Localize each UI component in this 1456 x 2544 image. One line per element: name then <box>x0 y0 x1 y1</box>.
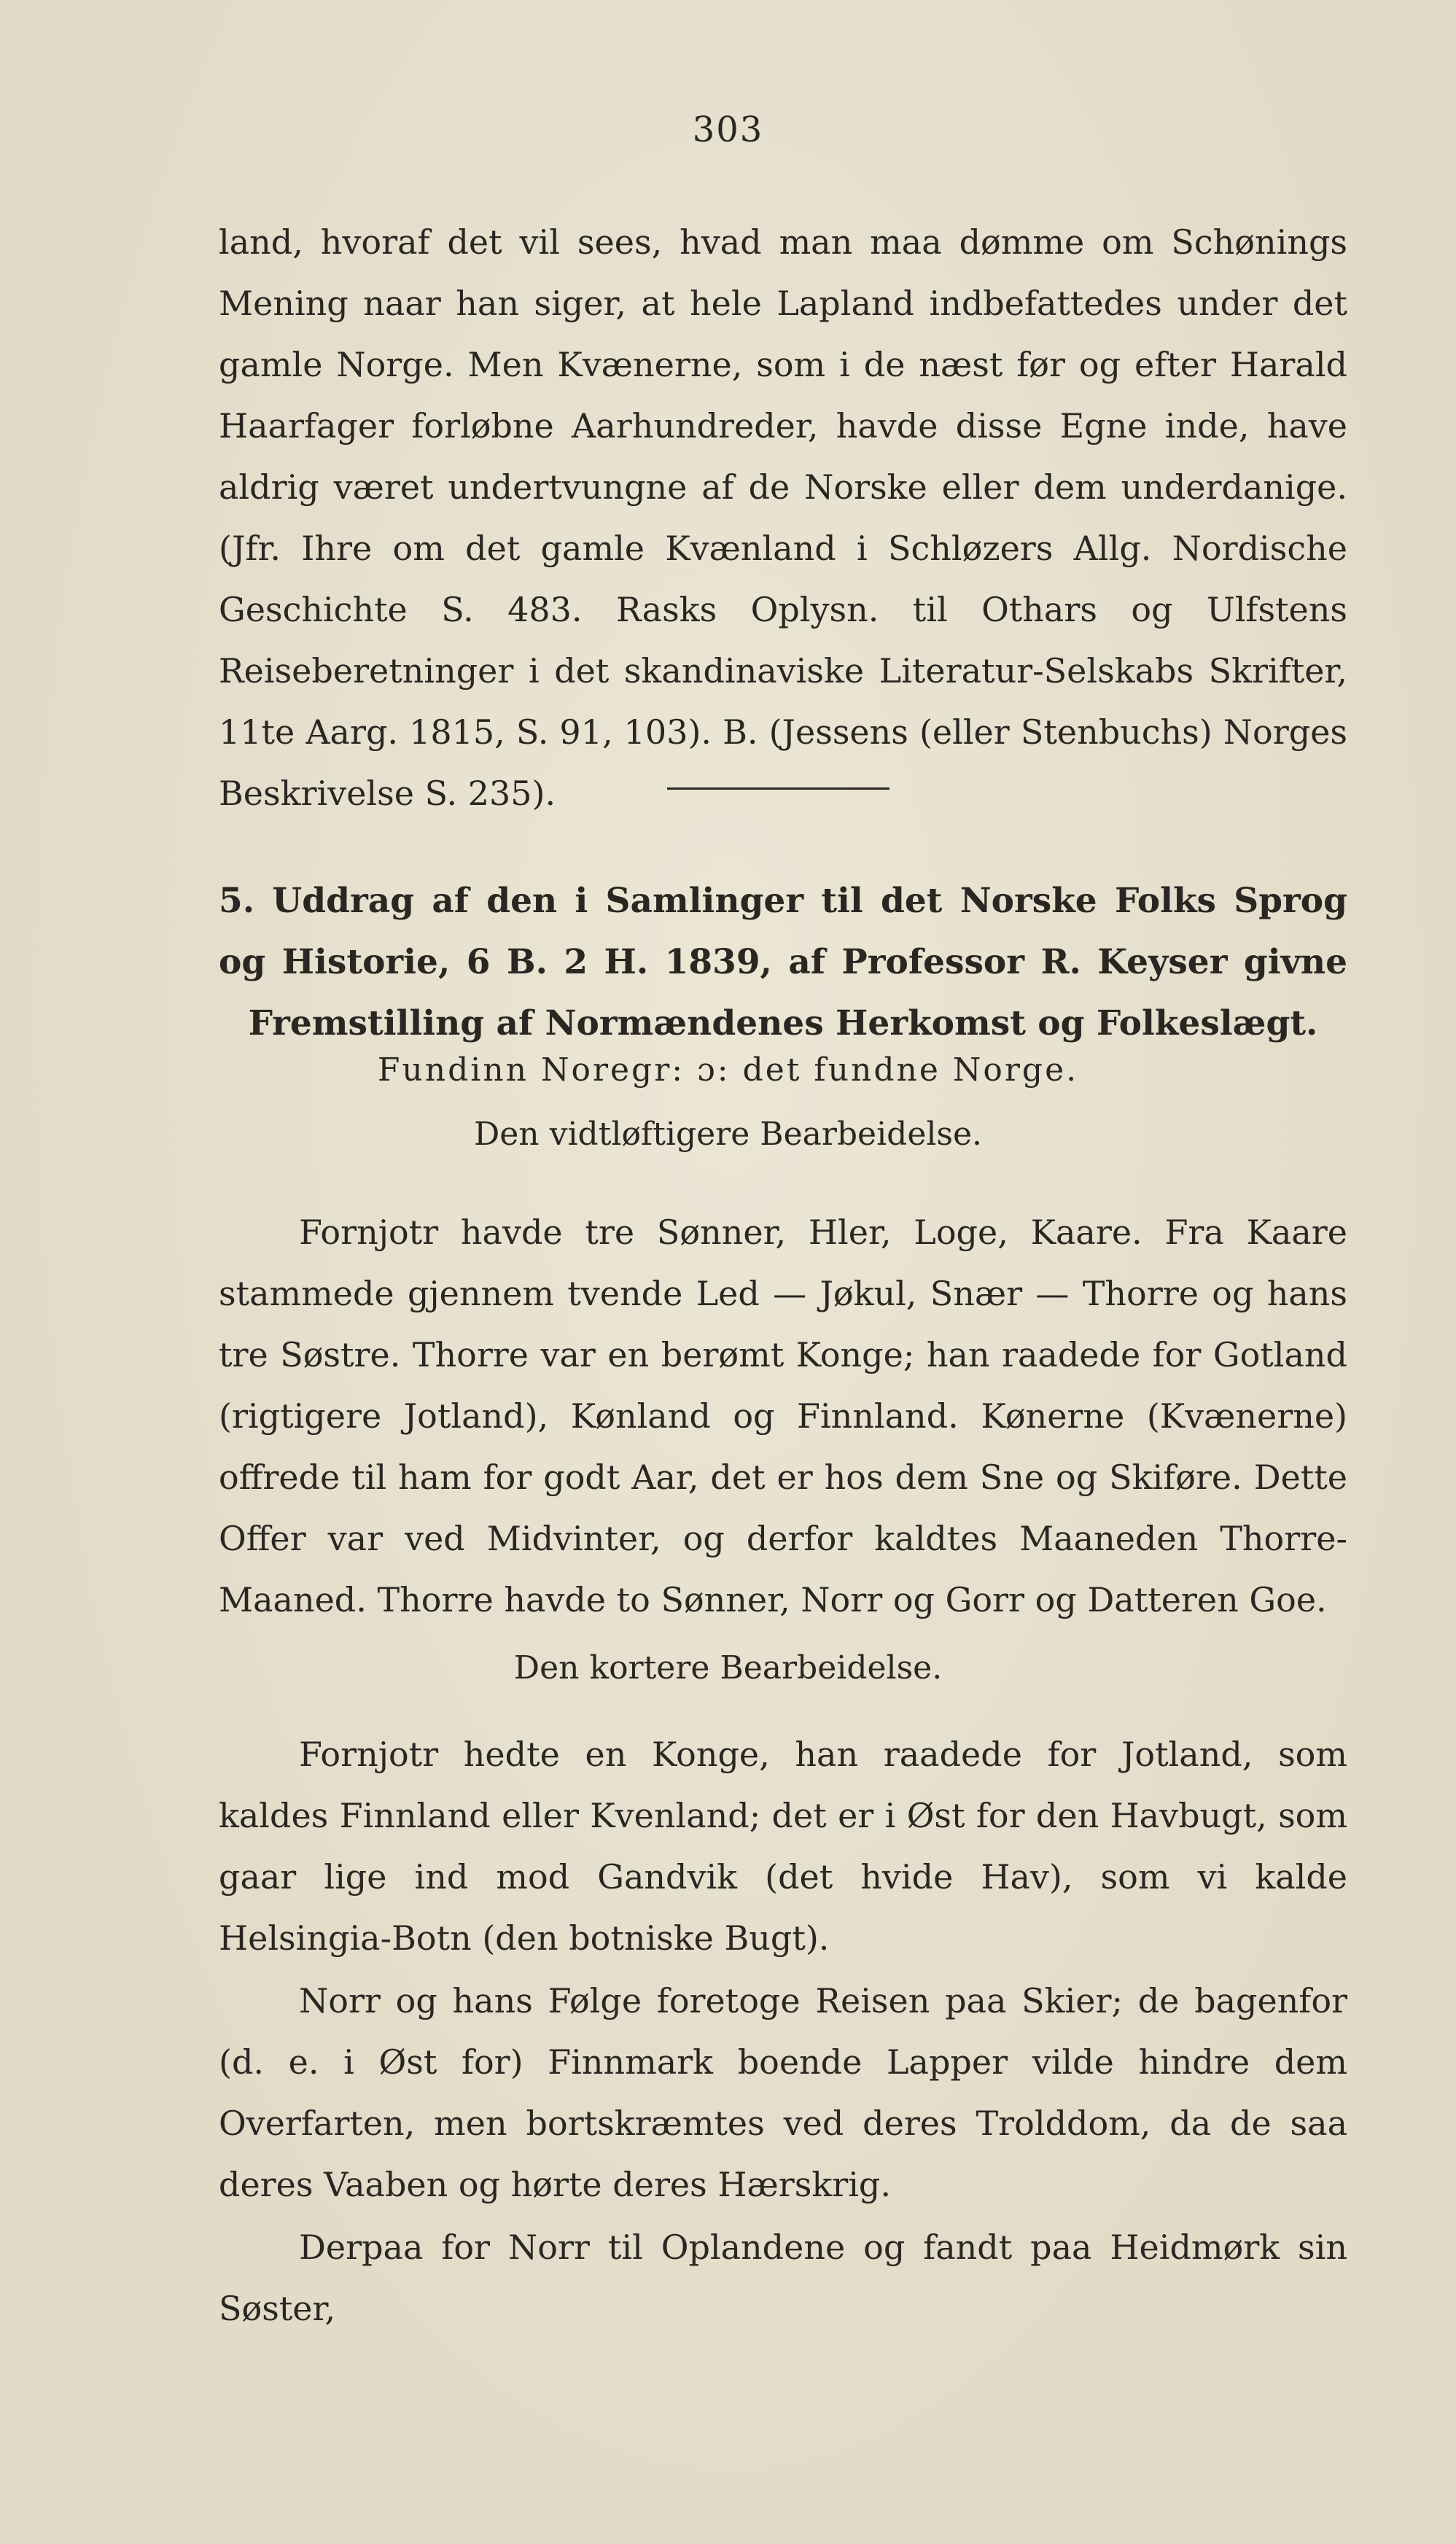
version-short-title: Den kortere Bearbeidelse. <box>513 1649 943 1687</box>
version-long-section <box>219 1202 1347 1630</box>
intro-paragraph: land, hvoraf det vil sees, hvad man maa dømme om Schønings Mening naar han siger, at hele Lapland indbefattedes under det gamle Norge. Men Kvænerne, som i de næst før og efter Harald Haarfager forløbne Aarhundreder, havde disse Egne inde, have aldrig været undertvungne af de Norske eller dem underdanige. (Jfr. Ihre om det gamle Kvænland i Schløzers Allg. Nordische Geschichte S. 483. Rasks Oplysn. til Othars og Ulfstens Reiseberetninger i det skandinaviske Literatur-Selskabs Skrifter, 11te Aarg. 1815, S. 91, 103). B. (Jessens (eller Stenbuchs) Norges Beskrivelse S. 235). <box>219 222 1347 813</box>
section-heading-block <box>219 871 1347 1054</box>
version-short-paragraph-3: Derpaa for Norr til Oplandene og fandt paa Heidmørk sin Søster, <box>219 2228 1347 2328</box>
section-subtitle: Fundinn Noregr: ɔ: det fundne Norge. <box>377 1051 1079 1089</box>
intro-section <box>219 211 1347 824</box>
section-divider <box>667 787 889 790</box>
version-long-paragraph: Fornjotr havde tre Sønner, Hler, Loge, Kaare. Fra Kaare stammede gjennem tvende Led — Jøkul, Snær — Thorre og hans tre Søstre. Thorre var en berømt Konge; han raadede for Gotland (rigtigere Jotland), Kønland og Finnland. Kønerne (Kvænerne) offrede til ham for godt Aar, det er hos dem Sne og Skiføre. Dette Offer var ved Midvinter, og derfor kaldtes Maaneden Thorre-Maaned. Thorre havde to Sønner, Norr og Gorr og Datteren Goe. <box>219 1213 1347 1619</box>
version-short-paragraph-2: Norr og hans Følge foretoge Reisen paa Skier; de bagenfor (d. e. i Øst for) Finnmark boende Lapper vilde hindre dem Overfarten, men bortskræmtes ved deres Trolddom, da de saa deres Vaaben og hørte deres Hærskrig. <box>219 1981 1347 2204</box>
version-short-section <box>219 1724 1347 2339</box>
version-long-title: Den vidtløftigere Bearbeidelse. <box>473 1116 983 1153</box>
section-heading: 5. Uddrag af den i Samlinger til det Norske Folks Sprog og Historie, 6 B. 2 H. 1839, af Professor R. Keyser givne Fremstilling af Normændenes Herkomst og Folkeslægt. <box>219 881 1347 1043</box>
page-number: 303 <box>692 109 764 150</box>
version-short-paragraph-1: Fornjotr hedte en Konge, han raadede for Jotland, som kaldes Finnland eller Kvenland; det er i Øst for den Havbugt, som gaar lige ind mod Gandvik (det hvide Hav), som vi kalde Helsingia-Botn (den botniske Bugt). <box>219 1735 1347 1958</box>
